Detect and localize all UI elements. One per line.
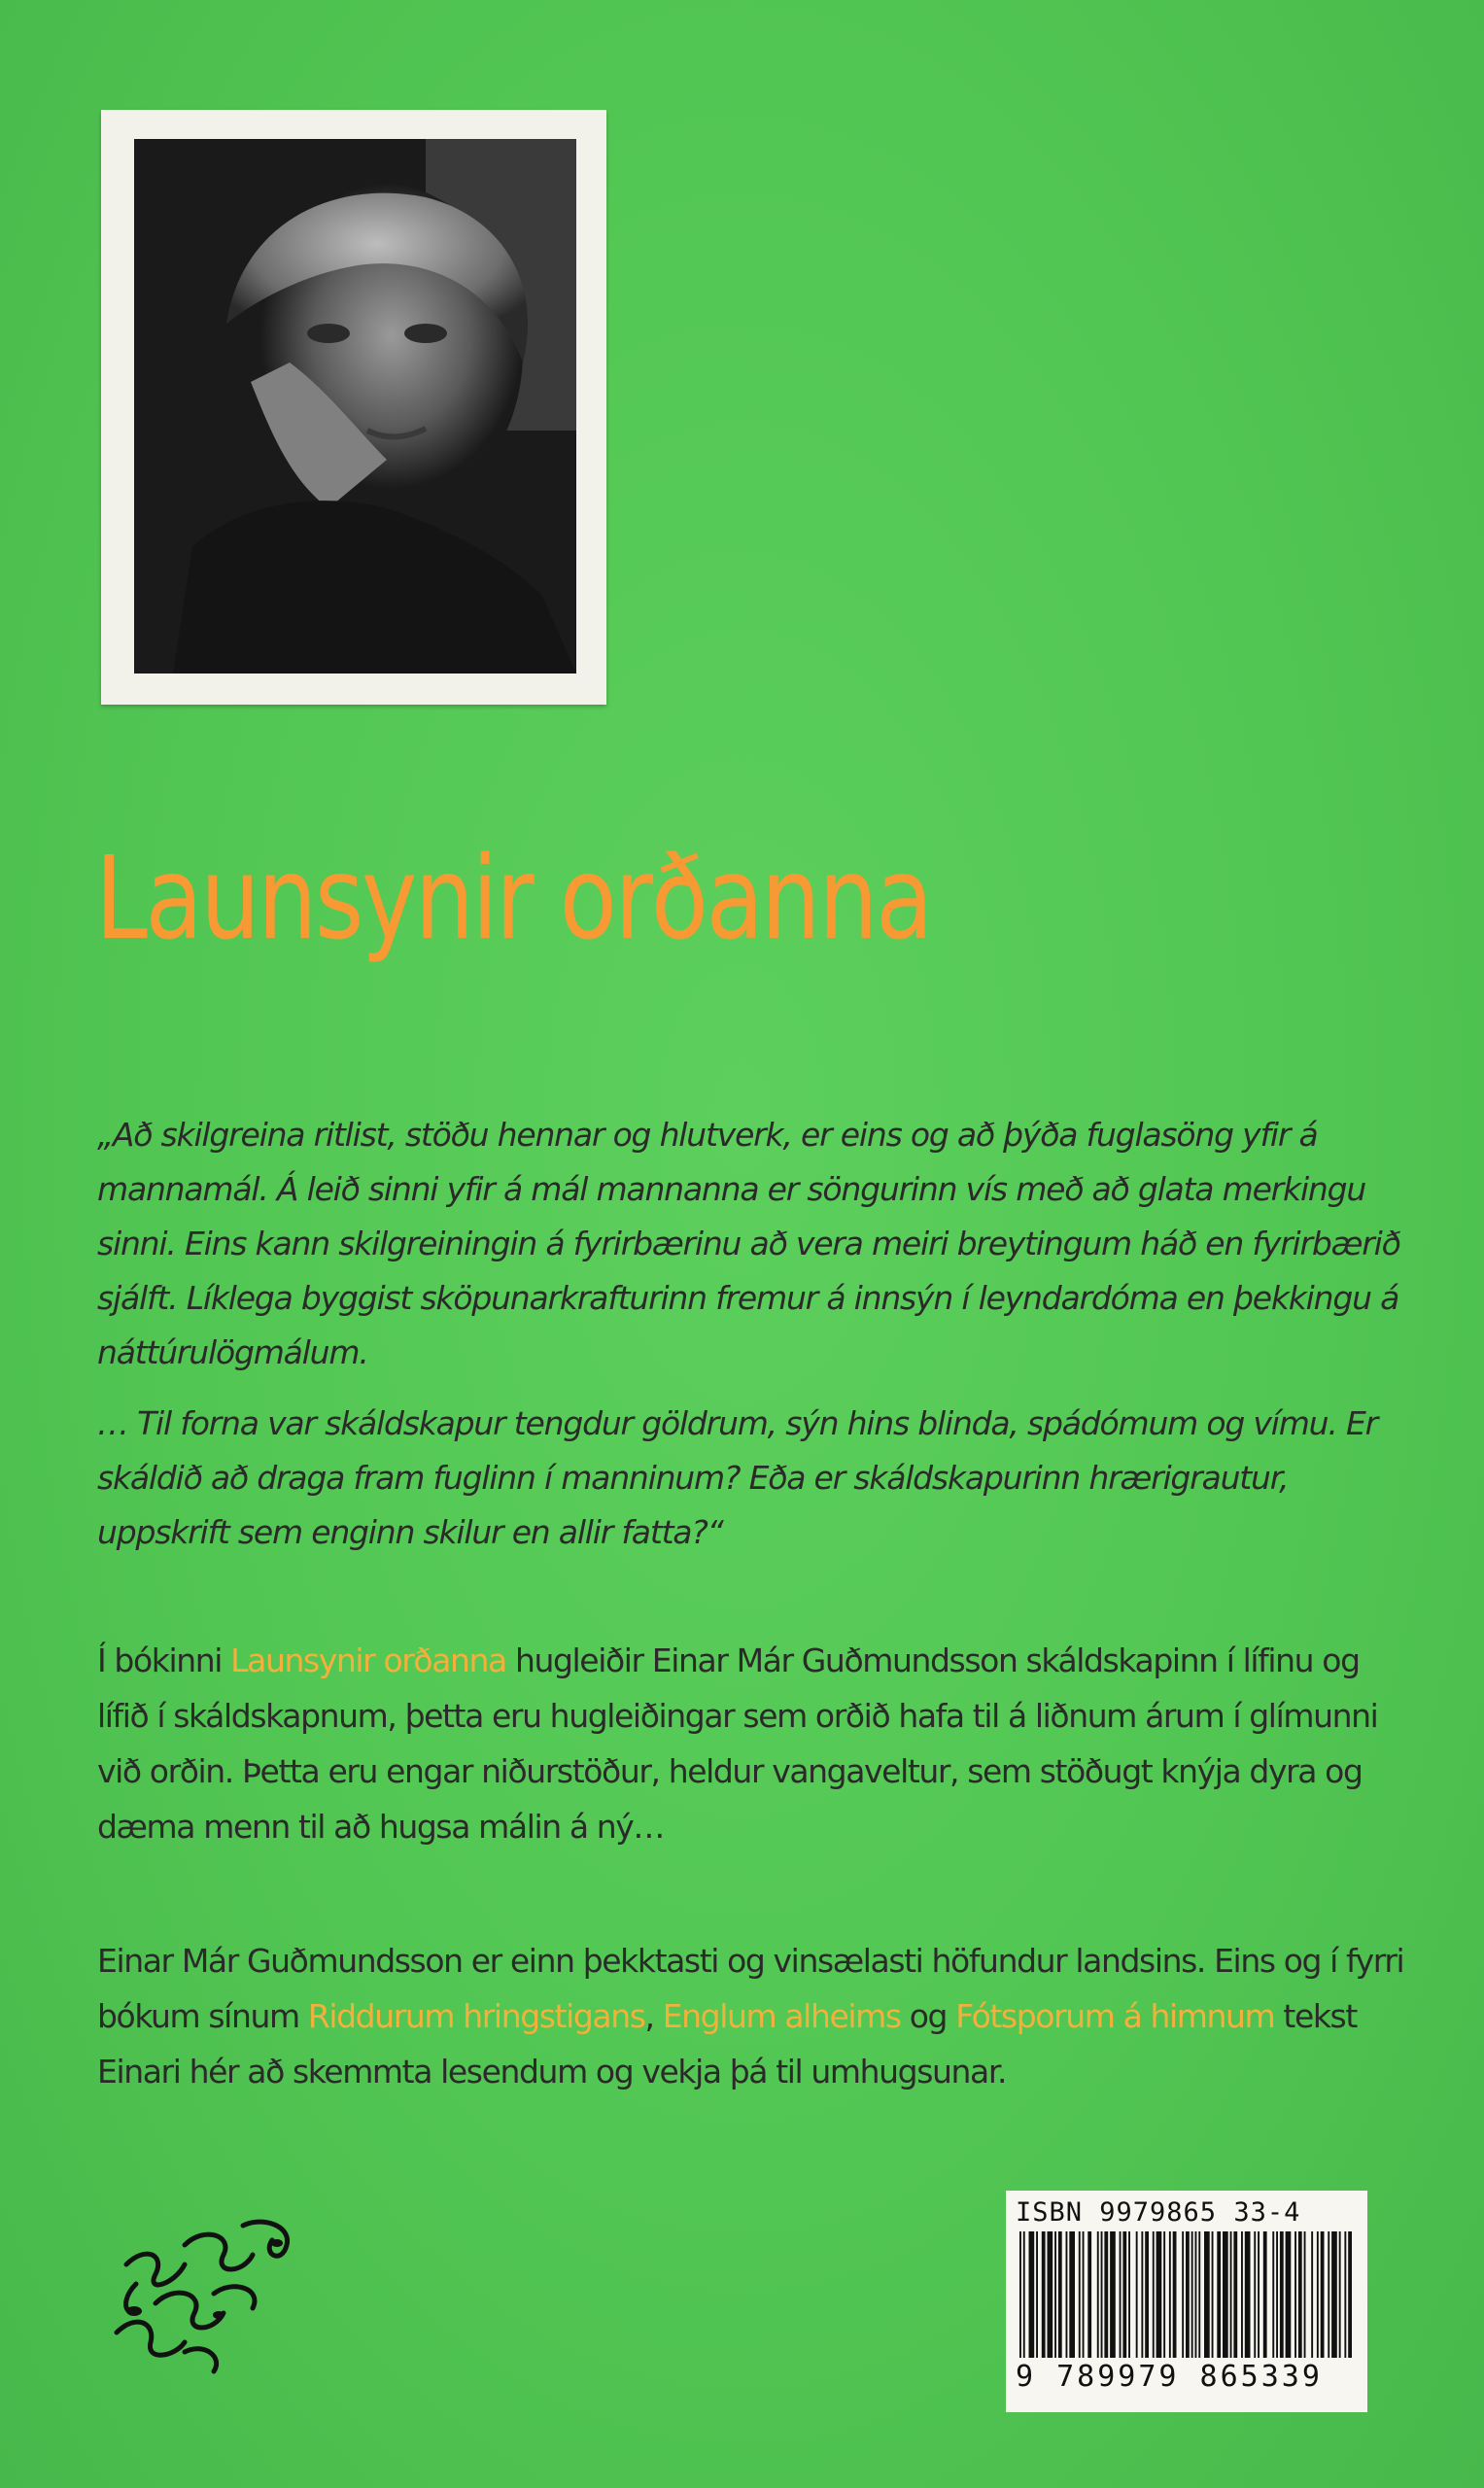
barcode-bar <box>1156 2231 1162 2358</box>
author-photo-frame <box>101 110 606 705</box>
barcode-bar <box>1280 2231 1284 2358</box>
publisher-logo-icon <box>97 2187 311 2381</box>
separator-1: , <box>644 1997 663 2035</box>
barcode-bar <box>1083 2231 1085 2358</box>
barcode-bar <box>1110 2231 1116 2358</box>
barcode-bar <box>1272 2231 1274 2358</box>
barcode-bars <box>1016 2231 1358 2358</box>
barcode-bar <box>1339 2231 1341 2358</box>
barcode-bar <box>1317 2231 1319 2358</box>
author-photo <box>134 139 576 674</box>
author-text-start: Einar Már Guðmundsson er einn þekktasti og vinsælasti höfundur landsins. Eins og í fyrri bókum sínum <box>97 1942 1404 2035</box>
barcode-bar <box>1141 2231 1143 2358</box>
barcode-bar <box>1328 2231 1329 2358</box>
barcode-bar <box>1258 2231 1260 2358</box>
barcode-bar <box>1029 2231 1035 2358</box>
barcode-bar <box>1241 2231 1243 2358</box>
barcode-bar <box>1298 2231 1302 2358</box>
barcode-bar <box>1195 2231 1197 2358</box>
author-portrait-image <box>134 139 576 674</box>
barcode-bar <box>1153 2231 1155 2358</box>
barcode-bar <box>1128 2231 1130 2358</box>
book-title: Launsynir orðanna <box>95 831 931 965</box>
barcode-bar <box>1019 2231 1021 2358</box>
barcode-bar <box>1331 2231 1337 2358</box>
book-title-englum: Englum alheims <box>662 1997 901 2035</box>
barcode-bar <box>1263 2231 1267 2358</box>
barcode-bar <box>1204 2231 1210 2358</box>
barcode-bar <box>1311 2231 1313 2358</box>
barcode-bar <box>1186 2231 1190 2358</box>
barcode-bar <box>1304 2231 1306 2358</box>
barcode-bar <box>1097 2231 1099 2358</box>
barcode-bar <box>1254 2231 1256 2358</box>
separator-2: og <box>900 1997 956 2035</box>
barcode-bar <box>1245 2231 1251 2358</box>
author-paragraph <box>97 1933 1404 2099</box>
barcode-bar <box>1101 2231 1103 2358</box>
barcode-bar <box>1066 2231 1068 2358</box>
barcode-bar <box>1042 2231 1046 2358</box>
quote-paragraph-2: … Til forna var skáldskapur tengdur göldrum, sýn hins blinda, spádómum og vímu. Er skáldið að draga fram fuglinn í manninum? Eða er skáldskapurinn hrærigrautur, uppskrift sem enginn skilur en allir fatta?“ <box>97 1404 1377 1551</box>
barcode-bar <box>1136 2231 1138 2358</box>
barcode-bar <box>1122 2231 1126 2358</box>
barcode-bar <box>1294 2231 1296 2358</box>
barcode-bar <box>1036 2231 1038 2358</box>
barcode-bar <box>1058 2231 1062 2358</box>
barcode-bar <box>1173 2231 1177 2358</box>
barcode-bar <box>1163 2231 1165 2358</box>
barcode-bar <box>1348 2231 1352 2358</box>
barcode-bar <box>1054 2231 1056 2358</box>
barcode-bar <box>1079 2231 1081 2358</box>
isbn-barcode <box>1006 2191 1367 2412</box>
barcode-bar <box>1145 2231 1149 2358</box>
book-title-fotsporum: Fótsporum á himnum <box>955 1997 1275 2035</box>
barcode-bar <box>1230 2231 1232 2358</box>
barcode-bar <box>1344 2231 1346 2358</box>
description-text-start: Í bókinni <box>97 1641 231 1679</box>
barcode-bar <box>1276 2231 1278 2358</box>
author-text-end: tekst Einari hér að skemmta lesendum og vekja þá til umhugsunar. <box>97 1997 1357 2091</box>
title-highlight: Launsynir orðanna <box>230 1641 506 1679</box>
barcode-bar <box>1191 2231 1193 2358</box>
barcode-bar <box>1223 2231 1228 2358</box>
barcode-bar <box>1233 2231 1237 2358</box>
barcode-bar <box>1217 2231 1221 2358</box>
description-paragraph <box>97 1633 1404 1854</box>
barcode-bar <box>1198 2231 1200 2358</box>
barcode-digits: 9 789979 865339 <box>1016 2360 1323 2394</box>
barcode-bar <box>1104 2231 1108 2358</box>
barcode-bar <box>1120 2231 1122 2358</box>
description-text-end: hugleiðir Einar Már Guðmundsson skáldskapinn í lífinu og lífið í skáldskapnum, þetta eru hugleiðingar sem orðið hafa til á liðnum árum í glímunni við orðin. Þetta eru engar niðurstöður, heldur vangaveltur, sem stöðugt knýja dyra og dæma menn til að hugsa málin á ný… <box>97 1641 1378 1846</box>
quote-paragraph-1: „Að skilgreina ritlist, stöðu hennar og hlutverk, er eins og að þýða fuglasöng yfir á mannamál. Á leið sinni yfir á mál mannanna er söngurinn vís með að glata merkingu sinni. Eins kann skilgreiningin á fyrirbærinu að vera meiri breytingum háð en fyrirbærið sjálft. Líklega byggist sköpunarkrafturinn fremur á innsýn í leyndardóma en þekkingu á náttúrulögmálum. <box>97 1116 1400 1371</box>
barcode-bar <box>1169 2231 1171 2358</box>
book-title-riddurum: Riddurum hringstigans <box>307 1997 645 2035</box>
barcode-bar <box>1069 2231 1075 2358</box>
barcode-bar <box>1321 2231 1325 2358</box>
barcode-bar <box>1182 2231 1184 2358</box>
barcode-bar <box>1087 2231 1091 2358</box>
barcode-bar <box>1286 2231 1292 2358</box>
barcode-bar <box>1023 2231 1025 2358</box>
barcode-bar <box>1048 2231 1053 2358</box>
isbn-label: ISBN 9979865 33-4 <box>1016 2197 1301 2228</box>
barcode-bar <box>1212 2231 1214 2358</box>
